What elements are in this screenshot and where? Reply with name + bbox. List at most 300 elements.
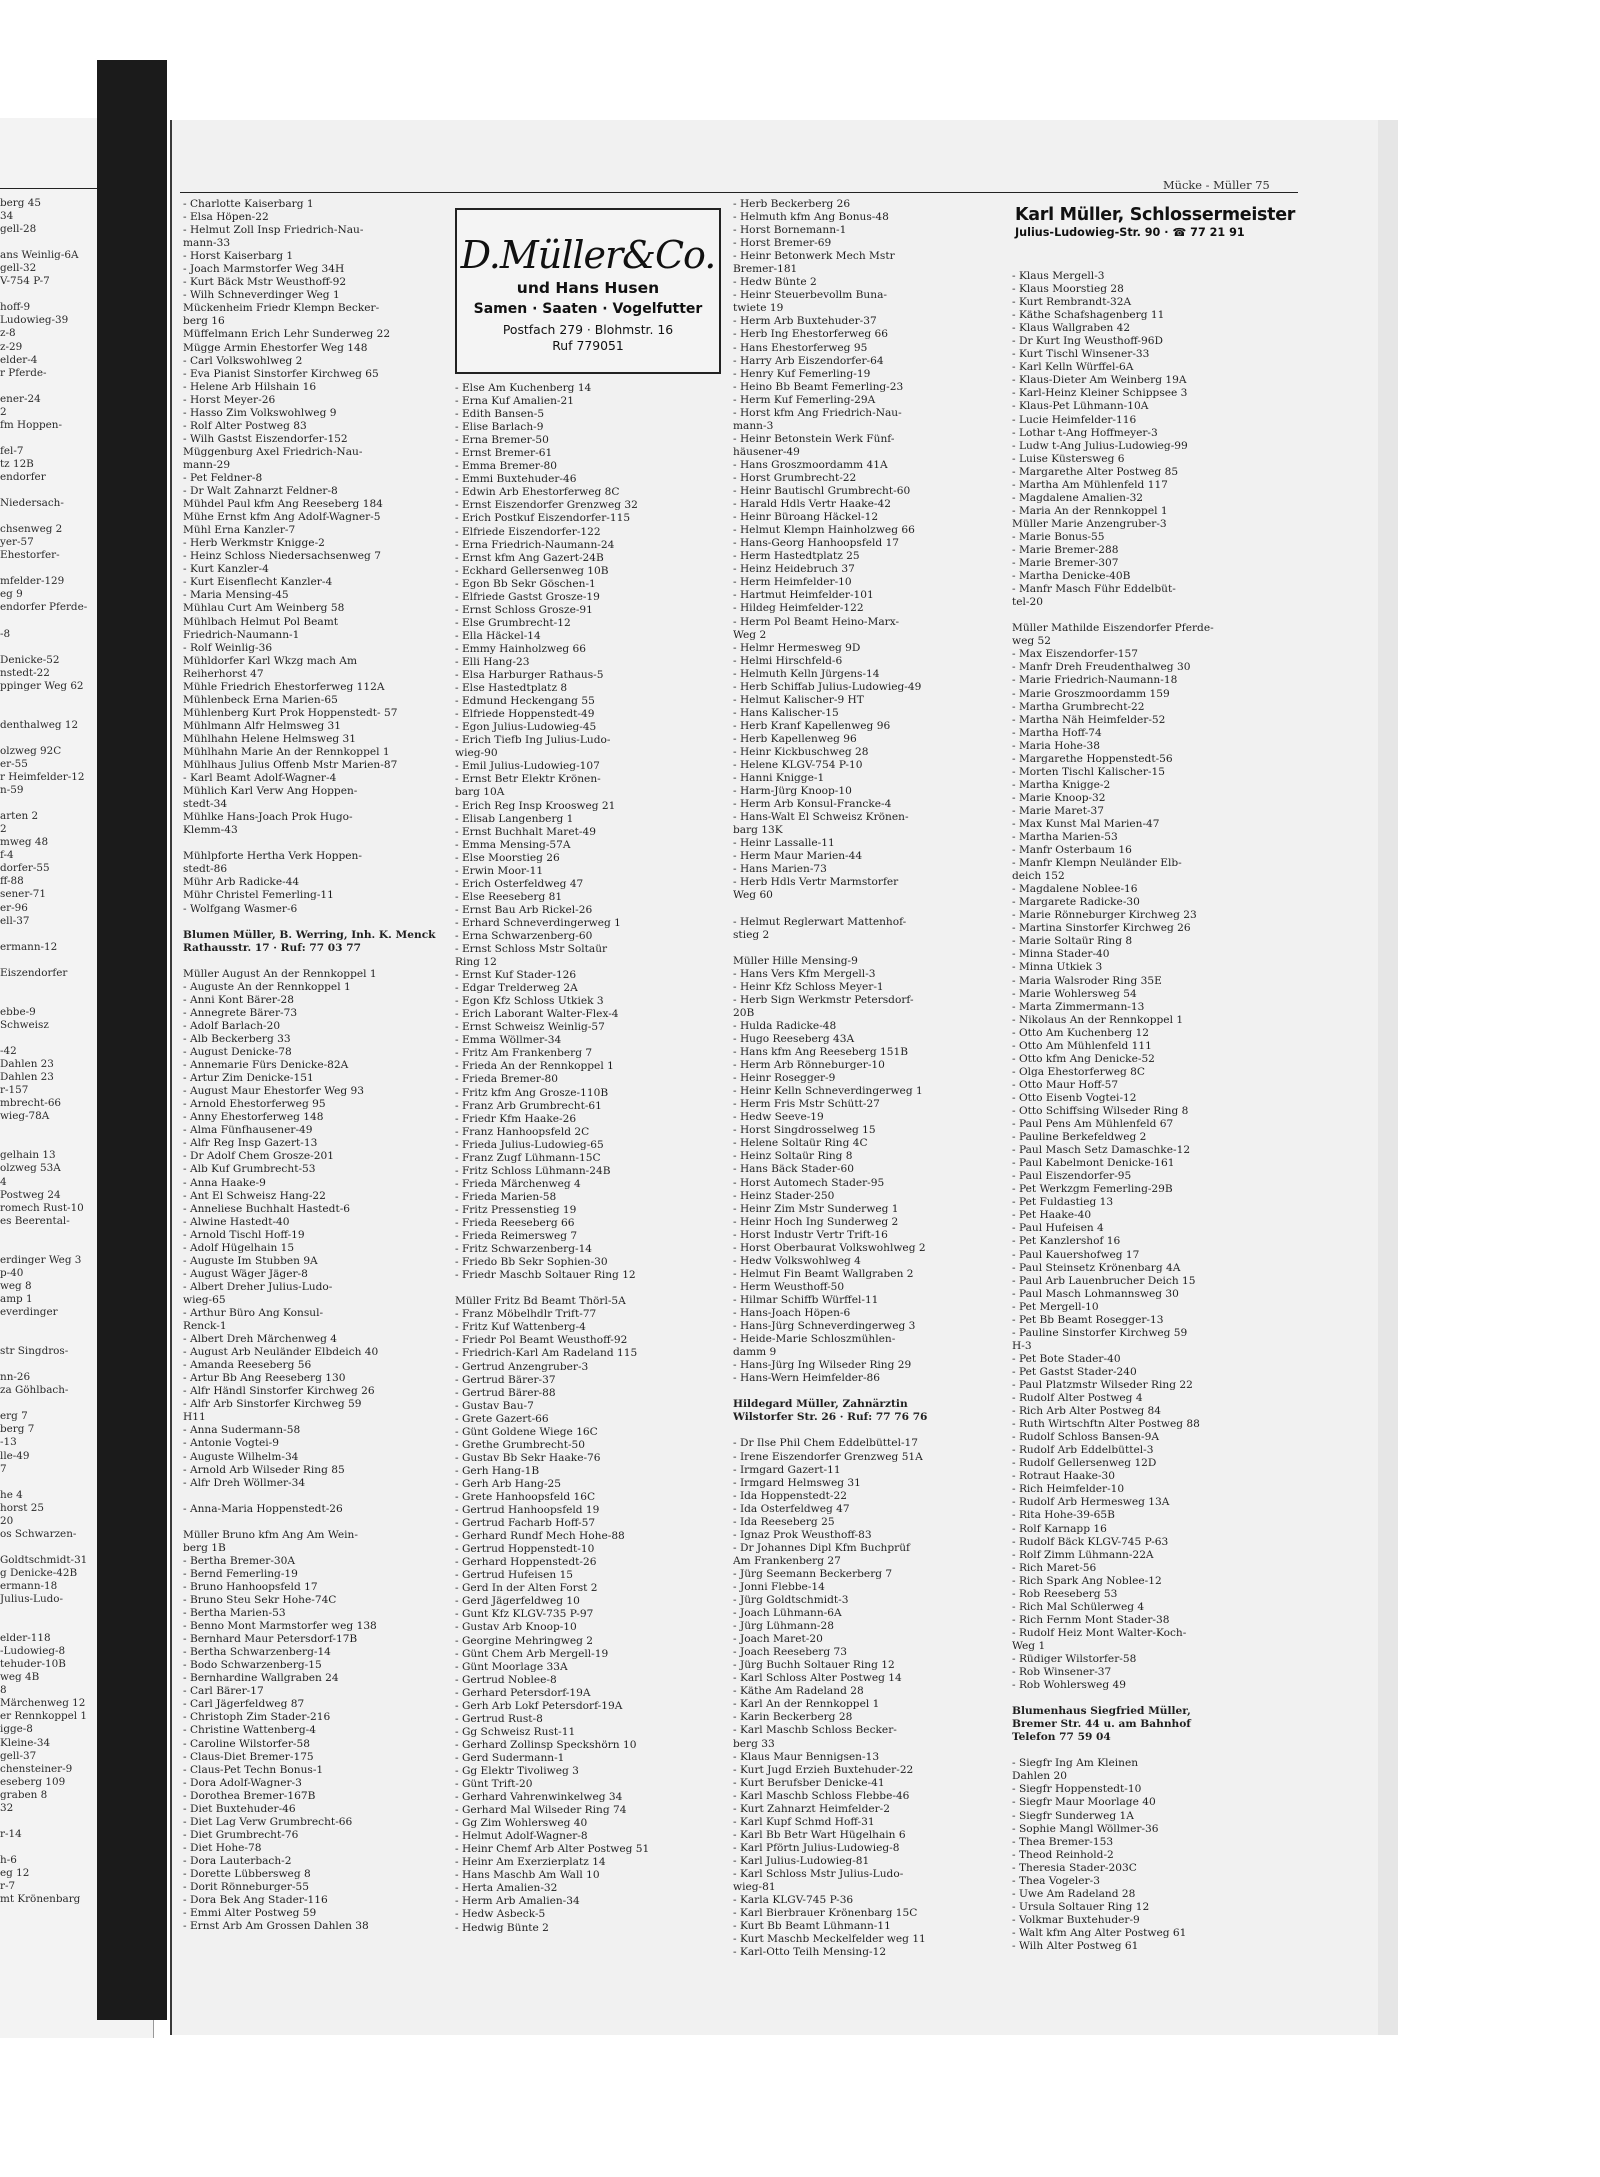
directory-entry: - Günt Goldene Wiege 16C (455, 1425, 598, 1438)
directory-entry: - Frieda Reimersweg 7 (455, 1230, 578, 1243)
directory-entry: stedt-86 (183, 863, 228, 876)
left-page-line: weg 8 (0, 1279, 32, 1292)
directory-entry: - Kurt Kanzler-4 (183, 563, 269, 576)
directory-entry: - Alma Fünfhausener-49 (183, 1124, 313, 1137)
directory-entry: - Egon Bb Sekr Göschen-1 (455, 577, 596, 590)
left-page-line: eg 12 (0, 1867, 30, 1879)
directory-entry: - Rob Reeseberg 53 (1012, 1587, 1118, 1600)
directory-entry: - Morten Tischl Kalischer-15 (1012, 765, 1165, 778)
directory-entry: - Dorette Lübbersweg 8 (183, 1868, 311, 1880)
directory-entry: - Pauline Berkefeldweg 2 (1012, 1131, 1147, 1144)
directory-entry: - Marie Rönneburger Kirchweg 23 (1012, 909, 1197, 922)
directory-entry: - Otto Schiffsing Wilseder Ring 8 (1012, 1105, 1189, 1117)
directory-entry: - Else Hastedtplatz 8 (455, 682, 568, 695)
directory-entry: - Manfr Klempn Neuländer Elb- (1012, 857, 1182, 870)
left-page-line: Denicke-52 (0, 653, 60, 666)
directory-entry: - Manfr Dreh Freudenthalweg 30 (1012, 661, 1191, 674)
directory-entry: - Diet Hohe-78 (183, 1841, 262, 1854)
directory-entry: - Dr Walt Zahnarzt Feldner-8 (183, 485, 338, 498)
directory-entry: - Alfr Händl Sinstorfer Kirchweg 26 (183, 1385, 375, 1398)
directory-entry: - Horst Grumbrecht-22 (733, 471, 857, 484)
directory-entry: - Erich Reg Insp Kroosweg 21 (455, 799, 616, 812)
directory-entry: - Heinr Am Exerzierplatz 14 (455, 1856, 606, 1869)
left-page-line: igge-8 (0, 1723, 33, 1736)
directory-entry: - Horst Meyer-26 (183, 393, 276, 406)
directory-entry: Müller Fritz Bd Beamt Thörl-5A (455, 1295, 626, 1308)
directory-entry: - Rolf Karnapp 16 (1012, 1522, 1107, 1535)
left-page-line: Dahlen 23 (0, 1058, 54, 1071)
directory-entry (1012, 1692, 1297, 1705)
directory-entry: - Hans Marien-73 (733, 863, 827, 876)
directory-entry: - Hedw Volkswohlweg 4 (733, 1254, 861, 1267)
directory-entry: - Wilh Gastst Eiszendorfer-152 (183, 432, 348, 445)
left-page-line: os Schwarzen- (0, 1527, 77, 1540)
directory-entry: - Edwin Arb Ehestorferweg 8C (455, 486, 620, 499)
directory-entry: - Pet Feldner-8 (183, 471, 263, 484)
directory-entry: - Horst Singdrosselweg 15 (733, 1124, 876, 1137)
directory-entry: - Magdalene Amalien-32 (1012, 491, 1144, 504)
directory-entry: - Rob Winsener-37 (1012, 1666, 1112, 1679)
directory-entry: - Auguste Im Stubben 9A (183, 1254, 318, 1267)
directory-entry: - Margarethe Alter Postweg 85 (1012, 465, 1179, 478)
directory-entry: - Ernst Kuf Stader-126 (455, 969, 577, 982)
directory-entry: - Siegfr Ing Am Kleinen (1012, 1757, 1139, 1770)
left-page-line: ell-37 (0, 914, 30, 927)
directory-entry: - Anny Ehestorferweg 148 (183, 1111, 324, 1124)
directory-entry: - Erich Postkuf Eiszendorfer-115 (455, 512, 631, 525)
left-page-line: romech Rust-10 (0, 1201, 84, 1214)
directory-entry: - Ernst Bau Arb Rickel-26 (455, 903, 593, 916)
directory-entry: - Fritz Schwarzenberg-14 (455, 1243, 593, 1256)
directory-entry: - Emmi Alter Postweg 59 (183, 1907, 317, 1920)
directory-entry: Dahlen 20 (1012, 1770, 1067, 1783)
directory-entry: - Herm Arb Konsul-Francke-4 (733, 798, 892, 811)
directory-entry: - Ernst Buchhalt Maret-49 (455, 825, 596, 838)
directory-entry: - Franz Möbelhdlr Trift-77 (455, 1308, 597, 1321)
directory-entry: - Gertrud Hanhoopsfeld 19 (455, 1504, 600, 1517)
directory-entry: - Klaus Maur Bennigsen-13 (733, 1750, 880, 1763)
directory-entry: - Otto Am Mühlenfeld 111 (1012, 1039, 1152, 1052)
directory-entry: - Egon Kfz Schloss Utkiek 3 (455, 995, 604, 1008)
directory-entry: - Kurt Eisenflecht Kanzler-4 (183, 576, 333, 589)
directory-entry: - Horst Industr Vertr Trift-16 (733, 1228, 888, 1241)
directory-entry: - Pet Fuldastieg 13 (1012, 1196, 1114, 1209)
directory-entry: - Heinr Chemf Arb Alter Postweg 51 (455, 1843, 650, 1856)
directory-entry: - Alwine Hastedt-40 (183, 1215, 290, 1228)
directory-entry: Mühlhahn Helene Helmsweg 31 (183, 732, 357, 745)
directory-entry: - Auguste Wilhelm-34 (183, 1450, 299, 1463)
directory-entry: - Herb Kranf Kapellenweg 96 (733, 719, 891, 732)
left-page-line: ppinger Weg 62 (0, 679, 84, 692)
directory-entry: - Gg Zim Wohlersweg 40 (455, 1817, 588, 1830)
directory-entry: - Helene KLGV-754 P-10 (733, 759, 863, 772)
directory-entry: stieg 2 (733, 928, 770, 941)
directory-entry: - Emmi Buxtehuder-46 (455, 473, 577, 486)
directory-entry: - Heinz Schloss Niedersachsenweg 7 (183, 550, 381, 563)
directory-entry: - Gertrud Bärer-88 (455, 1386, 556, 1399)
directory-entry: - Helmut Reglerwart Mattenhof- (733, 915, 907, 928)
directory-entry: - Hedw Asbeck-5 (455, 1908, 546, 1921)
directory-entry: - Kurt Rembrandt-32A (1012, 296, 1132, 309)
directory-entry: - Horst Oberbaurat Volkswohlweg 2 (733, 1241, 926, 1254)
left-page-line: h-6 (0, 1853, 17, 1866)
directory-entry: - Alfr Arb Sinstorfer Kirchweg 59 (183, 1398, 362, 1411)
directory-entry: - Marie Groszmoordamm 159 (1012, 687, 1170, 700)
directory-entry: - Hildeg Heimfelder-122 (733, 602, 864, 615)
directory-entry: - Volkmar Buxtehuder-9 (1012, 1913, 1140, 1926)
directory-entry: - Grete Gazert-66 (455, 1412, 549, 1425)
directory-entry: - Wilh Alter Postweg 61 (1012, 1940, 1139, 1952)
directory-entry: - Kurt Bb Beamt Lühmann-11 (733, 1920, 891, 1933)
directory-entry: Mühdel Paul kfm Ang Reeseberg 184 (183, 498, 383, 511)
directory-entry: - Ernst kfm Ang Gazert-24B (455, 551, 604, 564)
directory-entry: - Erwin Moor-11 (455, 864, 544, 877)
left-page-line: dorfer-55 (0, 862, 50, 875)
directory-entry: - Olga Ehestorferweg 8C (1012, 1065, 1146, 1078)
directory-entry: - Martha Knigge-2 (1012, 778, 1111, 791)
directory-entry: - Ernst Schloss Grosze-91 (455, 603, 593, 616)
left-page-line: str Singdros- (0, 1345, 69, 1358)
directory-entry: - Herb Sign Werkmstr Petersdorf- (733, 993, 914, 1006)
directory-entry: - Erich Osterfeldweg 47 (455, 877, 584, 890)
directory-entry: - Thea Vogeler-3 (1012, 1874, 1100, 1887)
directory-entry: - Anni Kont Bärer-28 (183, 993, 295, 1006)
directory-entry: - Horst Bremer-69 (733, 237, 832, 250)
directory-entry: - Ruth Wirtschftn Alter Postweg 88 (1012, 1418, 1200, 1431)
directory-entry: H-3 (1012, 1339, 1032, 1352)
directory-entry: - Heinr Lassalle-11 (733, 837, 835, 850)
directory-entry: - Claus-Diet Bremer-175 (183, 1750, 314, 1763)
left-page-line: everdinger (0, 1305, 58, 1318)
directory-entry: - Marie Friedrich-Naumann-18 (1012, 674, 1178, 687)
directory-entry: - Karl Pförtn Julius-Ludowieg-8 (733, 1841, 900, 1854)
advert-d-mueller (455, 208, 721, 374)
advert-address: Postfach 279 · Blohmstr. 16 (502, 322, 674, 337)
directory-entry: - Günt Moorlage 33A (455, 1660, 568, 1673)
directory-entry: - Rich Heimfelder-10 (1012, 1483, 1125, 1496)
page-edge-shadow (1378, 120, 1398, 2035)
directory-entry: - Herb Schiffab Julius-Ludowieg-49 (733, 680, 922, 693)
directory-entry: - Gerhard Zollinsp Speckshörn 10 (455, 1738, 637, 1751)
directory-entry: - Heinz Heidebruch 37 (733, 563, 855, 576)
left-page-line: tz 12B (0, 457, 34, 470)
directory-entry: - Karl Maschb Schloss Flebbe-46 (733, 1789, 910, 1802)
directory-entry: - Helene Soltaür Ring 4C (733, 1137, 868, 1150)
directory-entry: - Emil Julius-Ludowieg-107 (455, 760, 600, 773)
directory-entry: - Gunt Kfz KLGV-735 P-97 (455, 1608, 594, 1621)
directory-entry: - Anna Sudermann-58 (183, 1424, 301, 1437)
directory-entry: - Rudolf Arb Hermesweg 13A (1012, 1496, 1170, 1509)
directory-entry: - Else Am Kuchenberg 14 (455, 382, 592, 394)
directory-entry: - Pet Mergell-10 (1012, 1300, 1099, 1313)
directory-entry: - Bruno Hanhoopsfeld 17 (183, 1580, 318, 1593)
directory-entry: Mühldorfer Karl Wkzg mach Am (183, 654, 357, 667)
left-page-line: mt Krönenbarg (0, 1893, 81, 1906)
directory-entry: - Elsa Harburger Rathaus-5 (455, 669, 604, 682)
directory-entry: - Elise Barlach-9 (455, 421, 544, 434)
left-page-line: es Beerental- (0, 1214, 70, 1227)
left-page-line: z-29 (0, 340, 23, 353)
left-page-line: n-59 (0, 784, 24, 797)
directory-entry: - Herm Arb Buxtehuder-37 (733, 315, 877, 328)
directory-entry: - Siegfr Sunderweg 1A (1012, 1809, 1134, 1822)
directory-entry: - Irmgard Helmsweg 31 (733, 1476, 861, 1489)
directory-entry: - Rolf Weinlig-36 (183, 641, 273, 654)
directory-entry: - Marie Wohlersweg 54 (1012, 987, 1137, 1000)
directory-entry: - Martha Hoff-74 (1012, 726, 1102, 739)
directory-entry: - Manfr Masch Führ Eddelbüt- (1012, 583, 1176, 596)
directory-entry: - Eva Pianist Sinstorfer Kirchweg 65 (183, 367, 379, 380)
left-page-line: endorfer Pferde- (0, 601, 88, 614)
directory-entry: - Dr Ilse Phil Chem Eddelbüttel-17 (733, 1437, 919, 1450)
directory-entry: - Dora Lauterbach-2 (183, 1854, 292, 1867)
directory-entry: - Heinr Zim Mstr Sunderweg 1 (733, 1202, 899, 1215)
directory-entry: - Gertrud Bärer-37 (455, 1373, 556, 1386)
directory-entry: - Helmi Hirschfeld-6 (733, 654, 843, 667)
directory-entry: - Elsa Höpen-22 (183, 211, 269, 224)
directory-entry: - Minna Utkiek 3 (1012, 961, 1103, 974)
left-page-line: r-14 (0, 1827, 22, 1840)
directory-entry: - Harm-Jürg Knoop-10 (733, 785, 852, 798)
left-page-line: V-754 P-7 (0, 275, 50, 288)
left-page-line: g Denicke-42B (0, 1566, 78, 1579)
directory-entry: - Frieda An der Rennkoppel 1 (455, 1060, 614, 1073)
directory-entry: - Siegfr Hoppenstedt-10 (1012, 1783, 1142, 1796)
directory-entry: - Eckhard Gellersenweg 10B (455, 564, 609, 577)
directory-entry: - Hans-Joach Höpen-6 (733, 1306, 851, 1319)
directory-entry: - Helmut Adolf-Wagner-8 (455, 1830, 588, 1843)
directory-entry: - Heinr Rosegger-9 (733, 1072, 836, 1085)
left-page-line: -13 (0, 1436, 17, 1449)
directory-entry: - Elisab Langenberg 1 (455, 812, 574, 825)
directory-entry: - Erich Laborant Walter-Flex-4 (455, 1008, 619, 1021)
directory-entry: - Rob Wohlersweg 49 (1012, 1679, 1126, 1692)
header-rule (180, 192, 1298, 193)
directory-entry: - Heinr Kelln Schneverdingerweg 1 (733, 1085, 923, 1098)
directory-entry: - Dorothea Bremer-167B (183, 1789, 316, 1802)
directory-entry: - Paul Platzmstr Wilseder Ring 22 (1012, 1378, 1193, 1391)
directory-entry: - Edmund Heckengang 55 (455, 695, 595, 708)
directory-entry: - Diet Buxtehuder-46 (183, 1802, 296, 1815)
directory-entry: berg 1B (183, 1541, 226, 1554)
directory-entry: - Erna Kuf Amalien-21 (455, 395, 574, 408)
left-page-line: endorfer (0, 470, 46, 483)
directory-entry: Hildegard Müller, Zahnärztin (733, 1398, 908, 1411)
directory-entry: - Herm Weusthoff-50 (733, 1280, 845, 1293)
directory-entry (733, 942, 1003, 955)
directory-entry: - Herm Kuf Femerling-29A (733, 393, 876, 406)
directory-entry: berg 33 (733, 1737, 775, 1750)
left-page-line: denthalweg 12 (0, 718, 79, 731)
directory-entry: - Hans kfm Ang Reeseberg 151B (733, 1046, 908, 1059)
directory-entry (1012, 609, 1297, 622)
directory-entry: - Pet Kanzlershof 16 (1012, 1235, 1121, 1248)
directory-entry: Mühlhaus Julius Offenb Mstr Marien-87 (183, 759, 398, 772)
directory-entry: - Hans Kalischer-15 (733, 706, 839, 719)
directory-entry: - Frieda Julius-Ludowieg-65 (455, 1138, 604, 1151)
directory-entry: - Margarete Radicke-30 (1012, 896, 1140, 909)
directory-entry: - Charlotte Kaiserbarg 1 (183, 198, 314, 210)
directory-entry: - Hans Ehestorferweg 95 (733, 341, 868, 354)
directory-entry: - Ida Hoppenstedt-22 (733, 1489, 847, 1502)
directory-entry: - Wolfgang Wasmer-6 (183, 902, 298, 915)
directory-entry: - Herm Arb Amalien-34 (455, 1895, 580, 1908)
directory-entry: Mühlenberg Kurt Prok Hoppenstedt- 57 (183, 706, 398, 719)
directory-entry: - Hans Vers Kfm Mergell-3 (733, 967, 876, 980)
directory-entry: - Friedr Maschb Soltauer Ring 12 (455, 1269, 636, 1282)
left-page-line: er Rennkoppel 1 (0, 1710, 88, 1723)
directory-entry: - Ernst Schweisz Weinlig-57 (455, 1021, 605, 1034)
directory-entry: - Anna Haake-9 (183, 1176, 266, 1189)
directory-entry: - Karl Julius-Ludowieg-81 (733, 1854, 870, 1867)
directory-entry: - Gerhard Petersdorf-19A (455, 1686, 591, 1699)
directory-entry: - Gertrud Facharb Hoff-57 (455, 1517, 596, 1530)
left-page-line: mbrecht-66 (0, 1097, 62, 1110)
directory-entry: - Rich Spark Ang Noblee-12 (1012, 1574, 1162, 1587)
directory-entry: - Rüdiger Wilstorfer-58 (1012, 1652, 1137, 1665)
directory-entry: - Dr Johannes Dipl Kfm Buchprüf (733, 1541, 910, 1554)
directory-entry: - Kurt Berufsber Denicke-41 (733, 1776, 885, 1789)
directory-entry: Weg 1 (1012, 1639, 1046, 1652)
directory-entry: - Ida Reeseberg 25 (733, 1515, 835, 1528)
directory-entry (183, 1516, 448, 1529)
directory-entry: - Marie Bremer-288 (1012, 543, 1119, 556)
directory-entry: twiete 19 (733, 302, 784, 315)
directory-entry: - Klaus-Pet Lühmann-10A (1012, 400, 1149, 413)
directory-entry: - Gerh Hang-1B (455, 1464, 540, 1477)
directory-entry: - Ernst Bremer-61 (455, 447, 553, 460)
directory-entry: - Heinz Stader-250 (733, 1189, 835, 1202)
directory-entry: - Joach Reeseberg 73 (733, 1646, 847, 1659)
directory-entry: - Karl Schloss Mstr Julius-Ludo- (733, 1868, 904, 1880)
directory-entry (183, 837, 448, 850)
directory-entry: - Karl-Otto Teilh Mensing-12 (733, 1946, 887, 1959)
left-page-line: gelhain 13 (0, 1149, 56, 1162)
directory-entry: - Martha Grumbrecht-22 (1012, 700, 1145, 713)
left-page-line: Eiszendorfer (0, 966, 68, 979)
directory-entry: - Else Moorstieg 26 (455, 851, 560, 864)
directory-entry: - Alfr Dreh Wöllmer-34 (183, 1476, 306, 1489)
directory-entry: - Pet Bb Beamt Rosegger-13 (1012, 1313, 1164, 1326)
directory-entry: - Frieda Bremer-80 (455, 1073, 559, 1086)
directory-entry: - Amanda Reeseberg 56 (183, 1359, 312, 1372)
directory-entry: - Carl Bärer-17 (183, 1685, 264, 1698)
left-page-line: -Ludowieg-8 (0, 1645, 66, 1658)
directory-entry: - Herm Fris Mstr Schütt-27 (733, 1098, 880, 1111)
directory-entry: mann-3 (733, 419, 774, 432)
directory-entry: - Erich Tiefb Ing Julius-Ludo- (455, 734, 611, 747)
directory-entry: - Hans-Walt El Schweisz Krönen- (733, 811, 909, 824)
directory-entry: - Hugo Reeseberg 43A (733, 1033, 855, 1045)
directory-entry: - Bertha Marien-53 (183, 1607, 286, 1620)
directory-entry: - Helene Arb Hilshain 16 (183, 380, 317, 393)
directory-entry: - Horst kfm Ang Friedrich-Nau- (733, 406, 902, 419)
directory-entry: - Herm Pol Beamt Heino-Marx- (733, 615, 900, 628)
directory-entry: - Christoph Zim Stader-216 (183, 1711, 331, 1724)
book-gutter (97, 60, 167, 2020)
directory-entry: - Hans Bäck Stader-60 (733, 1163, 854, 1176)
left-page-line: weg 4B (0, 1671, 40, 1684)
directory-entry: - Gerd Sudermann-1 (455, 1751, 565, 1764)
directory-entry: - Klaus Moorstieg 28 (1012, 283, 1124, 296)
directory-entry: - Pauline Sinstorfer Kirchweg 59 (1012, 1326, 1188, 1339)
directory-entry: - Alfr Reg Insp Gazert-13 (183, 1137, 318, 1150)
advert-karl-mueller-address: Julius-Ludowieg-Str. 90 · ☎ 77 21 91 (1015, 226, 1245, 239)
directory-entry: Mühlbach Helmut Pol Beamt (183, 615, 338, 628)
directory-entry: - Kurt Jugd Erzieh Buxtehuder-22 (733, 1763, 914, 1776)
directory-entry: - Anna-Maria Hoppenstedt-26 (183, 1502, 343, 1515)
directory-entry: Blumen Müller, B. Werring, Inh. K. Menck (183, 928, 436, 941)
directory-entry: - Rotraut Haake-30 (1012, 1470, 1116, 1483)
directory-entry: - Edith Bansen-5 (455, 408, 545, 421)
left-page-line: elder-118 (0, 1632, 51, 1645)
directory-entry: mann-33 (183, 237, 231, 250)
directory-entry: - Herm Hastedtplatz 25 (733, 550, 860, 563)
directory-entry: Mühlich Karl Verw Ang Hoppen- (183, 785, 358, 798)
directory-entry: - Arthur Büro Ang Konsul- (183, 1306, 324, 1319)
directory-entry: - Irmgard Gazert-11 (733, 1463, 841, 1476)
left-page-line: -42 (0, 1045, 17, 1058)
directory-entry (455, 1282, 720, 1295)
directory-entry: - Herm Maur Marien-44 (733, 850, 863, 863)
directory-entry: - Heinr Kickbuschweg 28 (733, 745, 869, 758)
directory-entry: - Martha Am Mühlenfeld 117 (1012, 478, 1168, 491)
left-page-line: Ehestorfer- (0, 549, 60, 562)
directory-entry: - Elfriede Gastst Grosze-19 (455, 590, 600, 603)
directory-entry: - Gerhard Vahrenwinkelweg 34 (455, 1791, 623, 1804)
directory-entry: - Heinr Betonstein Werk Fünf- (733, 432, 895, 445)
directory-entry: - Heinr Büroang Häckel-12 (733, 511, 879, 524)
directory-entry: - Günt Trift-20 (455, 1778, 533, 1791)
directory-entry: - Helmuth kfm Ang Bonus-48 (733, 211, 889, 224)
directory-entry: - Nikolaus An der Rennkoppel 1 (1012, 1013, 1184, 1026)
left-page-line: he 4 (0, 1488, 23, 1501)
directory-entry: - Karl Kelln Würffel-6A (1012, 361, 1134, 374)
directory-entry: - Rolf Alter Postweg 83 (183, 419, 307, 432)
left-page-line: 4 (0, 1175, 7, 1188)
left-page-line: berg 7 (0, 1423, 35, 1436)
directory-entry: - Hilmar Schiffb Würffel-11 (733, 1293, 879, 1306)
directory-entry: - Karl Beamt Adolf-Wagner-4 (183, 772, 337, 785)
left-page-line: -8 (0, 627, 11, 640)
directory-entry (733, 903, 1003, 916)
directory-entry: - Hedw Bünte 2 (733, 276, 817, 289)
directory-entry: - Pet Gastst Stader-240 (1012, 1365, 1137, 1378)
directory-entry: - Günt Chem Arb Mergell-19 (455, 1647, 609, 1660)
directory-entry: - Walt kfm Ang Alter Postweg 61 (1012, 1926, 1187, 1939)
left-page-line: chsenweg 2 (0, 523, 63, 536)
directory-entry: - Franz Zugf Lühmann-15C (455, 1151, 601, 1164)
directory-entry: - Jürg Goldtschmidt-3 (733, 1594, 849, 1607)
directory-entry: - Otto Maur Hoff-57 (1012, 1078, 1119, 1091)
directory-entry: - Margarethe Hoppenstedt-56 (1012, 752, 1173, 765)
directory-entry: barg 13K (733, 824, 783, 837)
directory-entry: - Karin Beckerberg 28 (733, 1711, 853, 1724)
directory-entry: - Heinr Steuerbevollm Buna- (733, 289, 887, 302)
left-page-line: er-96 (0, 901, 28, 914)
directory-entry: - Helmuth Kelln Jürgens-14 (733, 667, 880, 680)
advert-goods: Samen · Saaten · Vogelfutter (473, 301, 703, 317)
directory-entry: - Caroline Wilstorfer-58 (183, 1737, 310, 1750)
directory-entry: - Erna Schwarzenberg-60 (455, 929, 593, 942)
directory-entry: - Paul Steinsetz Krönenbarg 4A (1012, 1261, 1181, 1274)
directory-entry: - Bernhard Maur Petersdorf-17B (183, 1633, 358, 1646)
left-page-line: yer-57 (0, 536, 34, 549)
directory-entry (1012, 1744, 1297, 1757)
left-page-line: Schweisz (0, 1018, 49, 1031)
directory-entry: - August Arb Neuländer Elbdeich 40 (183, 1346, 379, 1359)
directory-entry: - Max Kunst Mal Marien-47 (1012, 817, 1160, 830)
